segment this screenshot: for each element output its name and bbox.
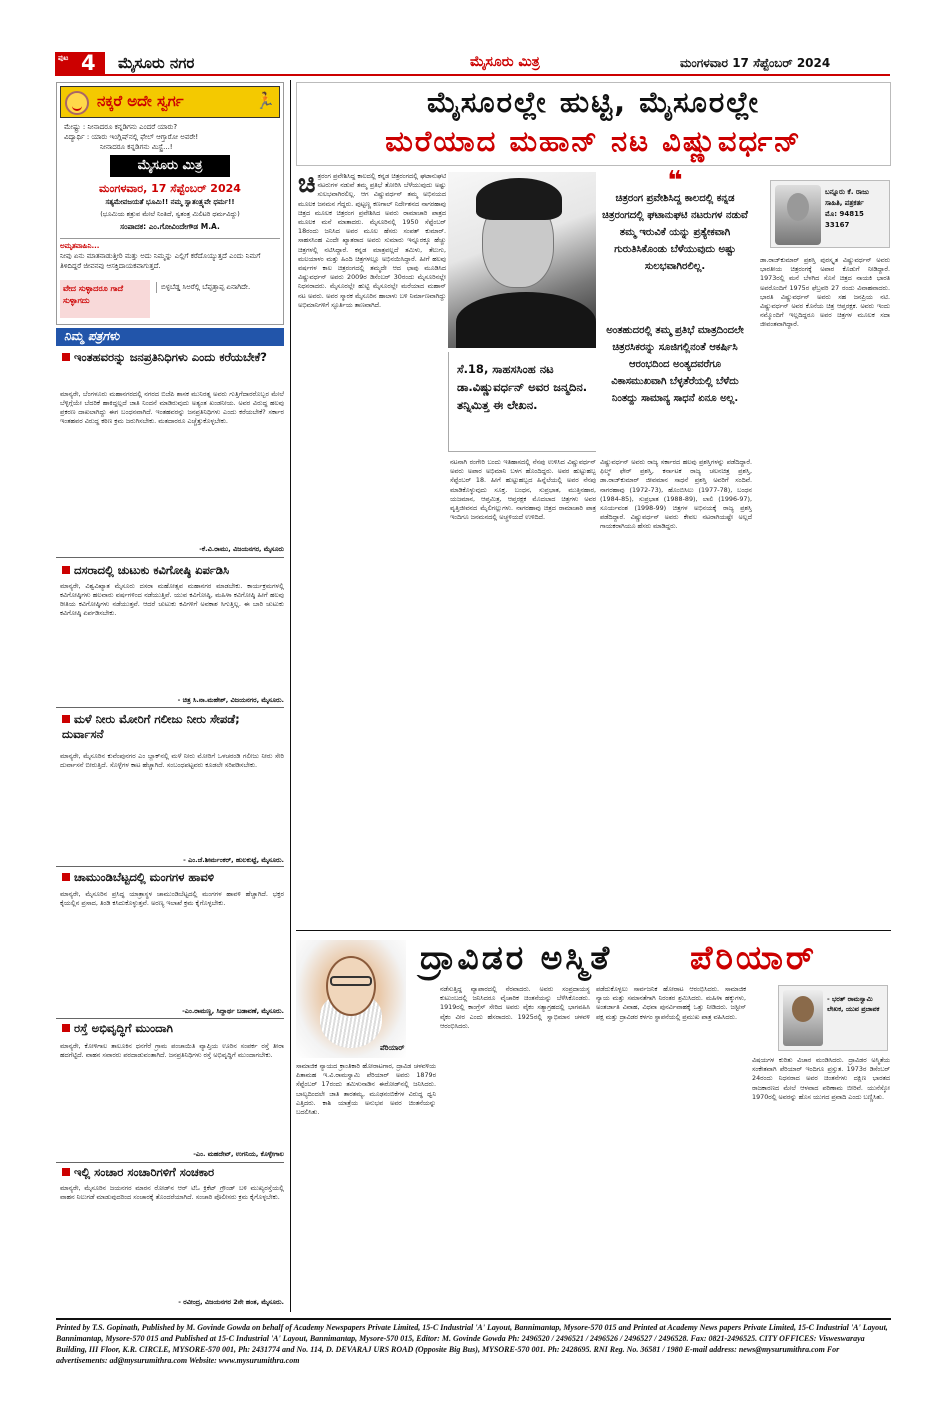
mini-logo: ಮೈಸೂರು ಮಿತ್ರ (110, 155, 230, 177)
author-name: ಬನ್ನೂರು ಕೆ. ರಾಜು (825, 188, 870, 196)
running-man-icon: 🏃 (255, 91, 275, 110)
letter-signature: -ಎಂ. ಮಹದೇವ್, ಉಗನಿಯ, ಕೊಳ್ಳೇಗಾಲ (193, 1150, 284, 1158)
author-role: ಲೇಖಕ, ಯುವ ಪ್ರಜಾಪಕ (827, 1005, 880, 1013)
periyar-sketch (296, 940, 406, 1058)
author-box (770, 180, 890, 248)
divider (56, 866, 284, 867)
column-rule (290, 80, 291, 1312)
article-column: ವಿಷಯಗಳ ಕುರಿತು ವಿಚಾರ ಮಂಡಿಸಿದರು. ದ್ರಾವಿಡರ ಅಸ್ಮಿತೆಯ ಸಂಕೇತವಾಗಿ ಪೆರಿಯಾರ್ ಇಂದಿಗೂ ಪ್ರಸ್ತುತ. 1973ರ ಡಿಸೆಂಬರ್ 24ರಂದು ನಿಧನರಾದ ಅವರ ಚಿಂತನೆಗಳು ದಕ್ಷಿಣ ಭಾರತದ ರಾಜಕಾರಣದ ಮೇಲೆ ಆಳವಾದ ಪರಿಣಾಮ ಬೀರಿವೆ. ಯುನೆಸ್ಕೋ 1970ರಲ್ಲಿ ಅವರನ್ನು ಹೊಸ ಯುಗದ ಪ್ರವಾದಿ ಎಂದು ಬಣ್ಣಿಸಿತು. (752, 1056, 890, 1101)
letter-signature: - ಚಿತ್ರ ಸಿ.ನಾ.ಮಹೇಶ್, ವಿಜಯನಗರ, ಮೈಸೂರು. (177, 696, 284, 704)
letter-body: ಮಾನ್ಯರೇ, ಮೈಸೂರಿನ ಕುವೆಂಪುನಗರ ಎಂ ಬ್ಲಾಕ್‌ನಲ್ಲಿ ಮಳೆ ನೀರು ಮೋರಿಗೆ ಒಳಚರಂಡಿ ಗಲೀಜು ನೀರು ಸೇರಿ ದುರ್ವಾಸನೆ ಬೀರುತ್ತಿದೆ. ಸೊಳ್ಳೆಗಳ ಕಾಟ ಹೆಚ್ಚಾಗಿದೆ. ಸಂಬಂಧಪಟ್ಟವರು ಕೂಡಲೇ ಸರಿಪಡಿಸಬೇಕು. (60, 752, 284, 769)
article-column: ಚಿತ್ರರಂಗ ಪ್ರವೇಶಿಸಿದ್ದ ಕಾಲದಲ್ಲಿ ಕನ್ನಡ ಚಿತ್ರರಂಗದಲ್ಲಿ ಘಟಾನುಘಟಿ ನಟರುಗಳ ನಡುವೆ ತಮ್ಮ ಪ್ರತಿಭೆ ತೋರಿಸಿ ಬೆಳೆಯುವುದು ಅಷ್ಟು ಸುಲಭವಾಗಿರಲಿಲ್ಲ. ಆಗ ವಿಷ್ಣುವರ್ಧನ್ ತಮ್ಮ ಅಭಿನಯದ ಮೂಲಕ ಜನಮನ ಗೆದ್ದರು. ಪುಟ್ಟಣ್ಣ ಕಣಗಾಲ್ ನಿರ್ದೇಶನದ ನಾಗರಹಾವು ಚಿತ್ರದ ಮೂಲಕ ಚಿತ್ರರಂಗ ಪ್ರವೇಶಿಸಿದ ಅವರು ರಾಮಾಚಾರಿ ಪಾತ್ರದ ಮೂಲಕ ಮನೆ ಮಾತಾದರು. ಮೈಸೂರಿನಲ್ಲಿ 1950 ಸೆಪ್ಟೆಂಬರ್ 18ರಂದು ಜನಿಸಿದ ಅವರ ಮೂಲ ಹೆಸರು ಸಂಪತ್ ಕುಮಾರ್. ಸಾಹಸಸಿಂಹ ಎಂದೇ ಖ್ಯಾತರಾದ ಅವರು ಸುಮಾರು ಇನ್ನೂರಕ್ಕೂ ಹೆಚ್ಚು ಚಿತ್ರಗಳಲ್ಲಿ ನಟಿಸಿದ್ದಾರೆ. ಕನ್ನಡ ಮಾತ್ರವಲ್ಲದೆ ತಮಿಳು, ತೆಲುಗು, ಮಲಯಾಳಂ ಮತ್ತು ಹಿಂದಿ ಚಿತ್ರಗಳಲ್ಲೂ ಅಭಿನಯಿಸಿದ್ದಾರೆ. ಹೀಗೆ ಹಲವು ವರ್ಷಗಳ ಕಾಲ ಚಿತ್ರರಂಗದಲ್ಲಿ ತಮ್ಮದೇ ಆದ ಛಾಪು ಮೂಡಿಸಿದ ವಿಷ್ಣುವರ್ಧನ್ ಅವರು 2009ರ ಡಿಸೆಂಬರ್ 30ರಂದು ಮೈಸೂರಿನಲ್ಲೇ ನಿಧನರಾದರು. ಮೈಸೂರಲ್ಲೇ ಹುಟ್ಟಿ ಮೈಸೂರಲ್ಲೇ ಮರೆಯಾದ ಮಹಾನ್ ನಟ ಅವರು. ಅವರ ಸ್ಮಾರಕ ಮೈಸೂರಿನ ಹಾಲಾಳು ಬಳಿ ನಿರ್ಮಾಣವಾಗಿದ್ದು ಅಭಿಮಾನಿಗಳಿಗೆ ಸ್ಫೂರ್ತಿಯ ತಾಣವಾಗಿದೆ. (298, 172, 446, 309)
letter-signature: - ರವೀಂದ್ರ, ವಿಜಯನಗರ 2ನೇ ಹಂತ, ಮೈಸೂರು. (178, 1298, 284, 1306)
motto: ಸತ್ಯಮೇವಜಯತೆ ಭೂಮಿ!! ನಮ್ಮ ಸ್ವಾತಂತ್ರ್ಯವೇ ಧರ್ಮ!! (105, 198, 235, 206)
letters-section-bar (56, 328, 284, 346)
photo-caption: ಸೆ.18, ಸಾಹಸಸಿಂಹ ನಟ ಡಾ.ವಿಷ್ಣುವರ್ಧನ್ ಅವರ ಜನ್ಮದಿನ. ತನ್ನಿಮಿತ್ತ ಈ ಲೇಖನ. (448, 352, 596, 452)
quote-icon: ❝ (667, 166, 683, 196)
divider (296, 930, 891, 931)
letter-body: ಮಾನ್ಯರೇ, ಮೈಸೂರಿನ ಜಯನಗರ ಮಾರನ ರೋಡ್‌ನ ಆರ್ ಟಿಓ ಕ್ರಿಕೆಟ್ ಗ್ರೌಂಡ್ ಬಳಿ ಮುಖ್ಯರಸ್ತೆಯಲ್ಲಿ ವಾಹನ ನಿಲುಗಡೆ ಮಾಡುವುದರಿಂದ ಸಂಚಾರಕ್ಕೆ ತೊಂದರೆಯಾಗಿದೆ. ಸಂಚಾರಿ ಪೊಲೀಸರು ಕ್ರಮ ಕೈಗೊಳ್ಳಬೇಕು. (60, 1184, 284, 1201)
joke-dialog (64, 122, 278, 152)
letter-body: ಮಾನ್ಯರೇ, ಕೋಳಿಗಾಲ ತಾಲೂಕಿನ ಧನಗೆರೆ ಗ್ರಾಮ ಪಂಚಾಯಿತಿ ವ್ಯಾಪ್ತಿಯ ಊರಿನ ಸಂಪರ್ಕ ರಸ್ತೆ ತೀರಾ ಹದಗೆಟ್ಟಿದೆ. ವಾಹನ ಸವಾರರು ಪರದಾಡುವಂತಾಗಿದೆ. ಜನಪ್ರತಿನಿಧಿಗಳು ರಸ್ತೆ ಅಭಿವೃದ್ಧಿಗೆ ಮುಂದಾಗಬೇಕು. (60, 1042, 284, 1059)
divider (56, 707, 284, 708)
editor-line: ಸಂಪಾದಕ: ಎಂ.ಗೋವಿಂದೇಗೌಡ M.A. (120, 222, 220, 231)
nakkare-title: ನಕ್ಕರೆ ಅದೇ ಸ್ವರ್ಗ (97, 92, 184, 110)
headline-2a: ದ್ರಾವಿಡರ ಅಸ್ಮಿತೆ (420, 938, 613, 977)
issue-date: ಮಂಗಳವಾರ 17 ಸೆಪ್ಟೆಂಬರ್ 2024 (680, 56, 831, 70)
bullet-square-icon (62, 1024, 70, 1032)
bullet-square-icon (62, 715, 70, 723)
mini-date: ಮಂಗಳವಾರ, 17 ಸೆಪ್ಟೆಂಬರ್ 2024 (99, 182, 241, 195)
headline-line-2: ಮರೆಯಾದ ಮಹಾನ್ ನಟ ವಿಷ್ಣುವರ್ಧನ್ (385, 124, 802, 158)
veda-text: ಬಿಳ್ಳಬೆಡ್ಡ ಸಿಅರೆಲ್ಲಿ ಬೆಪ್ಪತ್ತಾಪ್ಪ ಏನಾಗಿದೇ. (156, 282, 276, 293)
author-role: ಸಾಹಿತಿ, ಪತ್ರಕರ್ತ (825, 199, 864, 207)
veda-label: ವೇದ ಸುಳ್ಳಾದರೂ ಗಾದೆ ಸುಳ್ಳಾಗದು (60, 280, 150, 318)
divider (56, 557, 284, 558)
article-column: ಪಡೆದುಕೊಳ್ಳಲು ಸಾರ್ವಜನಿಕ ಹೋರಾಟ ಆರಂಭಿಸಿದರು. ಸಾಮಾಜಿಕ ನ್ಯಾಯ ಮತ್ತು ಸಮಾನತೆಗಾಗಿ ನಿರಂತರ ಶ್ರಮಿಸಿದರು. ಮಹಿಳಾ ಹಕ್ಕುಗಳು, ಅಂತರ್ಜಾತಿ ವಿವಾಹ, ವಿಧವಾ ಪುನರ್ವಿವಾಹಕ್ಕೆ ಒತ್ತು ನೀಡಿದರು. ಜಸ್ಟೀಸ್ ಪಕ್ಷ ಮತ್ತು ದ್ರಾವಿಡರ ಕಳಗಂ ಸ್ಥಾಪನೆಯಲ್ಲಿ ಪ್ರಮುಖ ಪಾತ್ರ ವಹಿಸಿದರು. (596, 985, 746, 1021)
joke-line: ನೀನಾದರೂ ಕನ್ನಡಿಗನು ಮಿಸ್ಟ್ರೆ...! (100, 143, 173, 151)
vishnuvardhan-photo (448, 172, 596, 348)
letter-title: ರಸ್ತೆ ಅಭಿವೃದ್ಧಿಗೆ ಮುಂದಾಗಿ (62, 1021, 284, 1036)
page-number-badge (55, 52, 105, 76)
author-name: - ಭರತ್ ರಾಮಸ್ವಾಮಿ (827, 995, 873, 1003)
author-photo (775, 185, 821, 245)
nakkare-banner (60, 86, 280, 118)
amrutha-text: ನೀವು ಏನು ಮಾತನಾಡುತ್ತೀರಿ ಮತ್ತು ಅದು ನಿಮ್ಮನ್ನು ಎಲ್ಲಿಗೆ ಕರೆದೊಯ್ಯುತ್ತದೆ ಎಂದು ನಿಮಗೆ ತಿಳಿದಿದ್ದರೆ ಜೀವನವು ಆಸಕ್ತಿದಾಯಕವಾಗುತ್ತದೆ. (60, 252, 261, 270)
letter-signature: - ಎಂ.ಜೆ.ಶೀರ್ಮಂಕರ್, ಹುಲಕುಟ್ಟೆ, ಮೈಸೂರು. (183, 856, 284, 864)
letter-signature: -ಕೆ.ವಿ.ರಾಮು, ವಿಜಯನಗರ, ಮೈಸೂರು (199, 545, 284, 553)
article-column: ಸಾಮಾಜಿಕ ನ್ಯಾಯದ ಕ್ರಾಂತಿಕಾರಿ ಹೋರಾಟಗಾರ, ದ್ರಾವಿಡ ಚಳವಳಿಯ ಪಿತಾಮಹ ಇ.ವಿ.ರಾಮಸ್ವಾಮಿ ಪೆರಿಯಾರ್ ಅವರು 1879ರ ಸೆಪ್ಟೆಂಬರ್ 17ರಂದು ತಮಿಳುನಾಡಿನ ಈರೋಡ್‌ನಲ್ಲಿ ಜನಿಸಿದರು. ಬಾಲ್ಯದಿಂದಲೇ ಜಾತಿ ತಾರತಮ್ಯ, ಮೂಢನಂಬಿಕೆಗಳ ವಿರುದ್ಧ ಧ್ವನಿ ಎತ್ತಿದರು. ಕಾಶಿ ಯಾತ್ರೆಯ ಅನುಭವ ಅವರ ಚಿಂತನೆಯನ್ನು ಬದಲಿಸಿತು. (296, 1062, 436, 1117)
section-title: ಮೈಸೂರು ನಗರ (118, 54, 195, 72)
page-label: ಪುಟ (58, 54, 69, 62)
page-number: 4 (81, 51, 96, 75)
imprint-footer: Printed by T.S. Gopinath, Published by M. Govinde Gowda on behalf of Academy Newspapers Private Limited, 15-C Industrial 'A' Layout, Bannimantap, Mysore-570 015 and Printed at Academy News papers Private Limited, 15-C Industrial 'A' Layout, Bannimantap, Mysore-570 015 and Published at 15-C Industrial 'A' Layout, Bannimantap, Mysore-570 015, Editor: M. Govinde Gowda Ph: 2496520 / 2496521 / 2496526 / 2496527 / 2496528. Fax: 0821-2496525. CITY OFFICES: Visweswaraya Building, III Floor, K.R. CIRCLE, MYSORE-570 001, Ph: 2431774 and No. 114, D. DEVARAJ URS ROAD (Opposite Big Bus), MYSORE-570 001. Ph: 2428695. RNI Reg. No. 36581 / 1980 E-mail address: news@mysurumithra.com For advertisements: ad@mysurumithra.com Website: www.mysurumithra.com (56, 1318, 891, 1384)
letter-title: ಇಲ್ಲಿ ಸಂಚಾರ ಸಂಚಾರಿಗಳಿಗೆ ಸಂಚಕಾರ (62, 1165, 284, 1180)
article-column: ಡಾ.ರಾಜ್‌ಕುಮಾರ್ ಪ್ರಶಸ್ತಿ ಪುರಸ್ಕೃತ ವಿಷ್ಣುವರ್ಧನ್ ಅವರು ಭಾರತೀಯ ಚಿತ್ರರಂಗಕ್ಕೆ ಅಪಾರ ಕೊಡುಗೆ ನೀಡಿದ್ದಾರೆ. 1973ರಲ್ಲಿ ಮನೆ ಬೆಳಗಿದ ಸೊಸೆ ಚಿತ್ರದ ನಾಯಕಿ ಭಾರತಿ ಅವರೊಂದಿಗೆ 1975ರ ಫೆಬ್ರವರಿ 27 ರಂದು ವಿವಾಹವಾದರು. ಭಾರತಿ ವಿಷ್ಣುವರ್ಧನ್ ಅವರು ಸಹ ಜನಪ್ರಿಯ ನಟಿ. ವಿಷ್ಣುವರ್ಧನ್ ಅವರ ಕೊನೆಯ ಚಿತ್ರ ಆಪ್ತರಕ್ಷಕ. ಅವರು ಇಂದು ನಮ್ಮೊಂದಿಗೆ ಇಲ್ಲದಿದ್ದರೂ ಅವರ ಚಿತ್ರಗಳ ಮೂಲಕ ಸದಾ ಜೀವಂತವಾಗಿದ್ದಾರೆ. (760, 256, 890, 329)
article-column: ವಿಷ್ಣುವರ್ಧನ್ ಅವರು ರಾಜ್ಯ ಸರ್ಕಾರದ ಹಲವು ಪ್ರಶಸ್ತಿಗಳನ್ನು ಪಡೆದಿದ್ದಾರೆ. ಫಿಲ್ಮ್ ಫೇರ್ ಪ್ರಶಸ್ತಿ, ಕರ್ನಾಟಕ ರಾಜ್ಯ ಚಲನಚಿತ್ರ ಪ್ರಶಸ್ತಿ, ಡಾ.ರಾಜ್‌ಕುಮಾರ್ ಜೀವಮಾನ ಸಾಧನೆ ಪ್ರಶಸ್ತಿ ಅವರಿಗೆ ಸಂದಿವೆ. ನಾಗರಹಾವು (1972-73), ಹೊಂಬಿಸಿಲು (1977-78), ಬಂಧನ (1984-85), ಸುಪ್ರಭಾತ (1988-89), ಲಾಲಿ (1996-97), ಸೂರ್ಯವಂಶ (1998-99) ಚಿತ್ರಗಳ ಅಭಿನಯಕ್ಕೆ ರಾಜ್ಯ ಪ್ರಶಸ್ತಿ ಪಡೆದಿದ್ದಾರೆ. ವಿಷ್ಣುವರ್ಧನ್ ಅವರು ಕೇವಲ ನಟರಾಗಿಯಷ್ಟೇ ಅಲ್ಲದೆ ಗಾಯಕರಾಗಿಯೂ ಹೆಸರು ಮಾಡಿದ್ದರು. (600, 458, 752, 531)
pull-quote: ❝ ಚಿತ್ರರಂಗ ಪ್ರವೇಶಿಸಿದ್ದ ಕಾಲದಲ್ಲಿ ಕನ್ನಡ ಚಿತ್ರರಂಗದಲ್ಲಿ ಘಟಾನುಘಟಿ ನಟರುಗಳ ನಡುವೆ ತಮ್ಮ ಇರುವಿಕೆ ಯನ್ನು ಪ್ರತ್ಯೇಕವಾಗಿ ಗುರುತಿಸಿಕೊಂಡು ಬೆಳೆಯುವುದು ಅಷ್ಟು ಸುಲಭವಾಗಿರಲಿಲ್ಲ. (600, 172, 750, 362)
amrutha-label: ಅಮೃತವಾಹಿನಿ... (60, 242, 100, 250)
author-box (778, 985, 888, 1051)
pull-quote-2: ಅಂತಹುದರಲ್ಲಿ ತಮ್ಮ ಪ್ರತಿಭೆ ಮಾತ್ರದಿಂದಲೇ ಚಿತ್ರರಸಿಕರನ್ನು ಸೂಜಿಗಲ್ಲಿನಂತೆ ಆಕರ್ಷಿಸಿ ಆರಂಭದಿಂದ ಅಂತ್ಯದವರೆಗೂ ವಿಕಾಸಮುಖವಾಗಿ ಬೆಳ್ಳತೆರೆಯಲ್ಲಿ ಬೆಳೆದು ನಿಂತದ್ದು ಸಾಮಾನ್ಯ ಸಾಧನೆ ಏನೂ ಅಲ್ಲ. (606, 325, 744, 404)
letter-body: ಮಾನ್ಯರೇ, ವಿಶ್ವವಿಖ್ಯಾತ ಮೈಸೂರು ದಸರಾ ಮಹೋತ್ಸವ ಮಹಾನಗರ ಮಾಡಬೇಕು. ಕಾರ್ಯಕ್ರಮಗಳಲ್ಲಿ ಕವಿಗೋಷ್ಠಿಗಳು ಹಲವಾರು ವರ್ಷಗಳಿಂದ ನಡೆಯುತ್ತಿವೆ. ಯುವ ಕವಿಗೋಷ್ಠಿ, ಮಹಿಳಾ ಕವಿಗೋಷ್ಠಿ ಹೀಗೆ ಹಲವು ರೀತಿಯ ಕವಿಗೋಷ್ಠಿಗಳು ನಡೆಯುತ್ತವೆ. ಆದರೆ ಚುಟುಕು ಕವಿಗಳಿಗೆ ಅವಕಾಶ ಸಿಗುತ್ತಿಲ್ಲ. ಈ ಬಾರಿ ಚುಟುಕು ಕವಿಗೋಷ್ಠಿ ಏರ್ಪಡಿಸಬೇಕು. (60, 582, 284, 617)
letter-title: ದಸರಾದಲ್ಲಿ ಚುಟುಕು ಕವಿಗೋಷ್ಠಿ ಏರ್ಪಡಿಸಿ (62, 563, 284, 578)
divider (56, 1018, 284, 1019)
author-phone: ಮೊ: 94815 33167 (825, 210, 864, 229)
letters-section-title: ನಿಮ್ಮ ಪತ್ರಗಳು (64, 329, 120, 343)
letter-title: ಮಳೆ ನೀರು ಮೋರಿಗೆ ಗಲೀಜು ನೀರು ಸೇಪಡೆ; ದುರ್ವಾಸನೆ (62, 712, 240, 741)
headline-2b: ಪೆರಿಯಾರ್ (690, 938, 818, 977)
joke-line: ಮೇಷ್ಟ್ರು : ನೀನಾದರೂ ಕನ್ನಡಿಗನು ಎಂದರೆ ಯಾರು? (64, 123, 178, 131)
author-photo (783, 990, 823, 1046)
letter-signature: -ಎಂ.ರಾಮಣ್ಣ, ಸಿದ್ದಾರ್ಥ ಬಡಾವಣೆ, ಮೈಸೂರು. (182, 1007, 284, 1015)
article-column: ನಟನಾಗಿ ರಂಗೇರಿ ಬಂದು ಇತಿಹಾಸದಲ್ಲಿ ನೆನಪು ಉಳಿಸಿದ ವಿಷ್ಣುವರ್ಧನ್ ಅವರು ಅಪಾರ ಅಭಿಮಾನಿ ಬಳಗ ಹೊಂದಿದ್ದರು. ಅವರ ಹುಟ್ಟುಹಬ್ಬ ಸೆಪ್ಟೆಂಬರ್ 18. ಹೀಗೆ ಹುಟ್ಟುಹಬ್ಬದ ಹಿನ್ನೆಲೆಯಲ್ಲಿ ಅವರ ನೆನಪು ಮಾಡಿಕೊಳ್ಳುವುದು ಸೂಕ್ತ. ಬಂಧನ, ಸುಪ್ರಭಾತ, ಮುತ್ತಿನಹಾರ, ಯಜಮಾನ, ಆಪ್ತಮಿತ್ರ, ಆಪ್ತರಕ್ಷಕ ಮೊದಲಾದ ಚಿತ್ರಗಳು ಅವರ ವೃತ್ತಿಜೀವನದ ಮೈಲಿಗಲ್ಲುಗಳು. ನಾಗರಹಾವು ಚಿತ್ರದ ರಾಮಾಚಾರಿ ಪಾತ್ರ ಇಂದಿಗೂ ಜನಮನದಲ್ಲಿ ಅಚ್ಚಳಿಯದೆ ಉಳಿದಿದೆ. (450, 458, 596, 522)
article-column: ನಡೆಸುತ್ತಿದ್ದ ವ್ಯಾಪಾರದಲ್ಲಿ ನೆರವಾದರು. ಅವರು ಸಂಪ್ರದಾಯಸ್ಥ ಕುಟುಂಬದಲ್ಲಿ ಜನಿಸಿದರೂ ವೈಚಾರಿಕ ಚಿಂತನೆಯನ್ನು ಬೆಳೆಸಿಕೊಂಡರು. 1919ರಲ್ಲಿ ಕಾಂಗ್ರೆಸ್ ಸೇರಿದ ಅವರು ವೈಕಂ ಸತ್ಯಾಗ್ರಹದಲ್ಲಿ ಭಾಗವಹಿಸಿ ವೈಕಂ ವೀರ ಎಂದು ಹೆಸರಾದರು. 1925ರಲ್ಲಿ ಸ್ವಾಭಿಮಾನ ಚಳವಳಿ ಆರಂಭಿಸಿದರು. (440, 985, 590, 1030)
letter-body: ಮಾನ್ಯರೇ, ಮೈಸೂರಿನ ಪ್ರಸಿದ್ಧ ಯಾತ್ರಾಸ್ಥಳ ಚಾಮುಂಡಿಬೆಟ್ಟದಲ್ಲಿ ಮಂಗಗಳ ಹಾವಳಿ ಹೆಚ್ಚಾಗಿದೆ. ಭಕ್ತರ ಕೈಯಲ್ಲಿನ ಪ್ರಸಾದ, ತಿಂಡಿ ಕಸಿದುಕೊಳ್ಳುತ್ತವೆ. ಅರಣ್ಯ ಇಲಾಖೆ ಕ್ರಮ ಕೈಗೊಳ್ಳಬೇಕು. (60, 890, 284, 907)
divider (56, 1162, 284, 1163)
photo-caption: ಪೆರಿಯಾರ್ (380, 1044, 405, 1052)
newspaper-logo: ಮೈಸೂರು ಮಿತ್ರ (470, 54, 540, 70)
joke-line: ವಿದ್ಯಾರ್ಥಿ : ಯಾರು ಇಂಗ್ಲಿಷ್‌ನಲ್ಲಿ ಫೇಲ್ ಆಗ್ತಾರೋ ಅವರೇ! (64, 133, 199, 141)
letter-title: ಇಂತಹವರನ್ನು ಜನಪ್ರತಿನಿಧಿಗಳು ಎಂದು ಕರೆಯಬೇಕೆ? (62, 350, 284, 365)
drop-cap: ಚಿ (298, 172, 316, 199)
smiley-icon (65, 91, 89, 115)
letter-title: ಚಾಮುಂಡಿಬೆಟ್ಟದಲ್ಲಿ ಮಂಗಗಳ ಹಾವಳಿ (62, 870, 284, 885)
amrutha-vahini (60, 238, 280, 271)
bullet-square-icon (62, 1168, 70, 1176)
letter-body: ಮಾನ್ಯರೇ, ಬೆಂಗಳೂರು ಮಹಾನಗರದಲ್ಲಿ ನಗರದ ಬಿಜೆಪಿ ಶಾಸಕ ಮುನಿರತ್ನ ಅವರು ಗುತ್ತಿಗೆದಾರರೊಬ್ಬರ ಮೇಲೆ ಬೆಳ್ಳಿಗ್ಗೆಯೇ ಬೆದರಿಕೆ ಹಾಕಿದ್ದಲ್ಲದೆ ಜಾತಿ ನಿಂದನೆ ಮಾಡಿರುವುದು ಅತ್ಯಂತ ಖಂಡನೀಯ. ಅವರ ವಿರುದ್ಧ ಹಲವು ಪ್ರಕರಣ ದಾಖಲಾಗಿದ್ದು ಈಗ ಬಂಧನವಾಗಿದೆ. ಇಂತಹವರನ್ನು ಜನಪ್ರತಿನಿಧಿಗಳು ಎಂದು ಕರೆಯಬೇಕೆ? ಸರ್ಕಾರ ಇಂತಹವರ ವಿರುದ್ಧ ಕಠಿಣ ಕ್ರಮ ಜರುಗಿಸಬೇಕು. ಮತದಾರರೂ ಎಚ್ಚೆತ್ತುಕೊಳ್ಳಬೇಕು. (60, 390, 284, 425)
bullet-square-icon (62, 353, 70, 361)
motto-sub: (ಭೂಮಿಯ ಶತ್ರುವ ಮೇಲೆ ನಿಂತಿದೆ, ಸ್ವತಂತ್ರ ಮಿಲಿಟರಿ ಧರ್ಮವಿದ್ದು) (100, 210, 240, 218)
bullet-square-icon (62, 873, 70, 881)
headline-line-1: ಮೈಸೂರಲ್ಲೇ ಹುಟ್ಟಿ, ಮೈಸೂರಲ್ಲೇ (426, 85, 761, 119)
bullet-square-icon (62, 566, 70, 574)
